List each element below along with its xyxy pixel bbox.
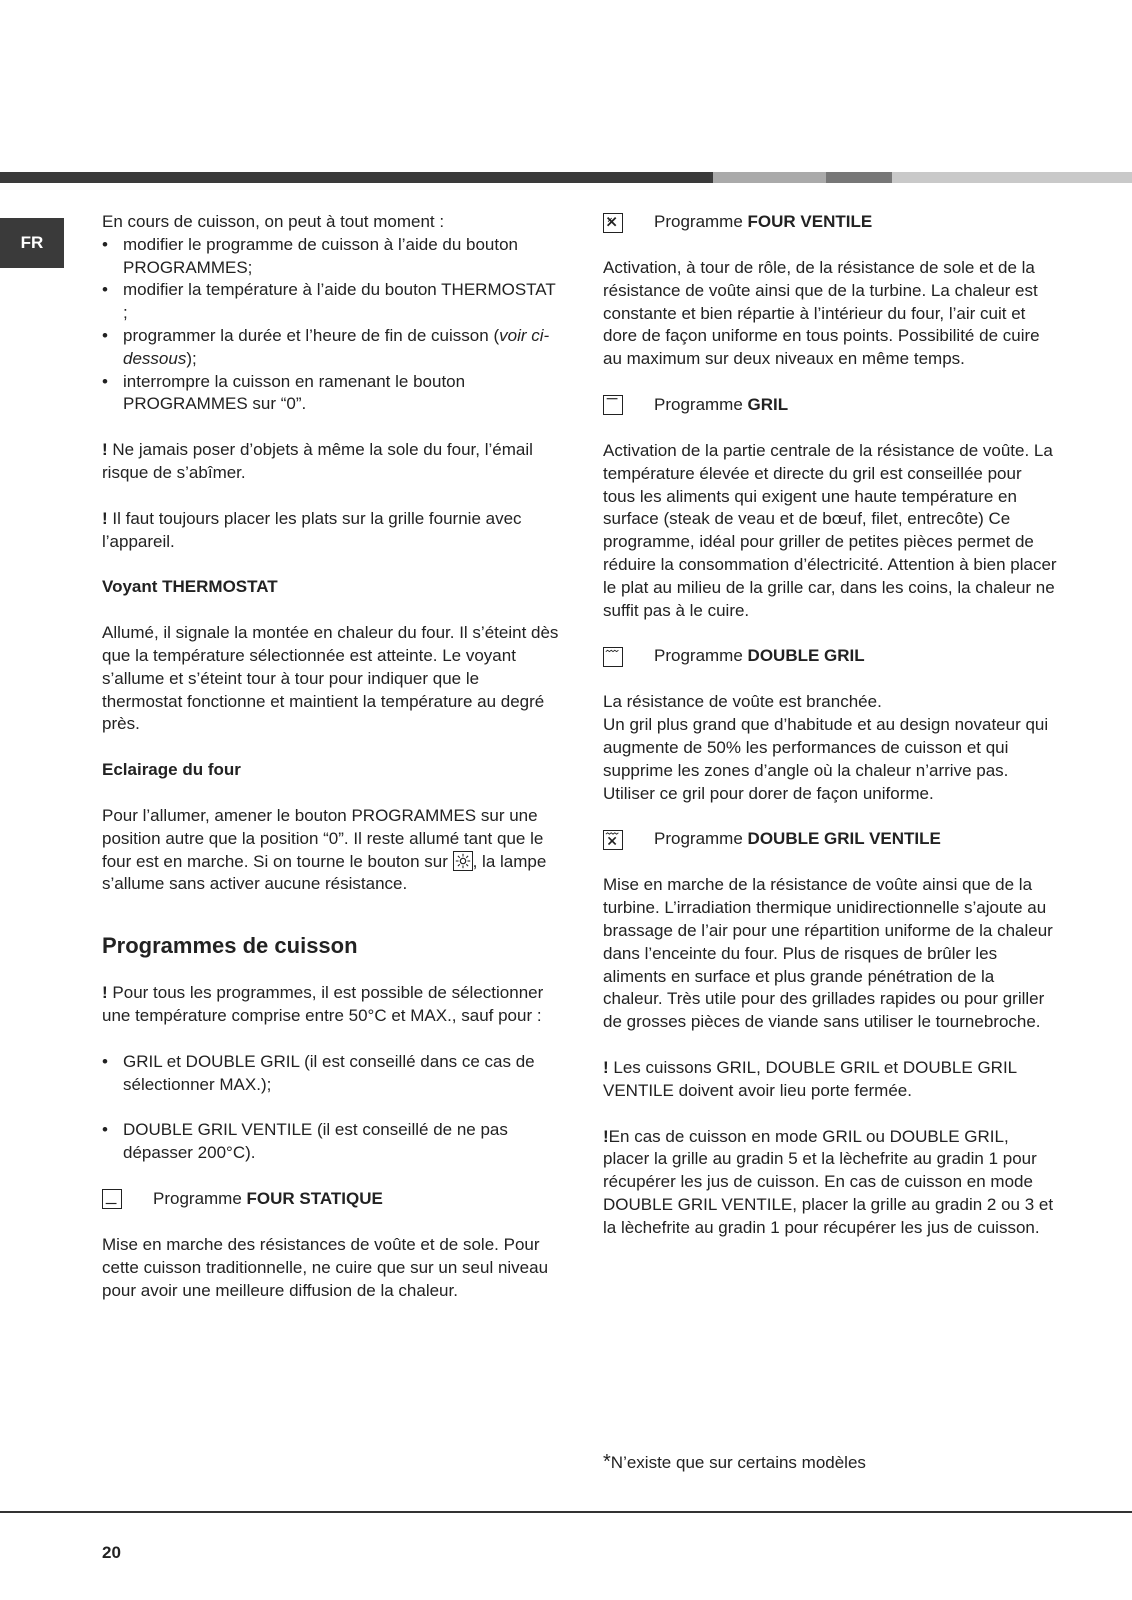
program-description: Activation de la partie centrale de la résistance de voûte. La température élevée et directe du gril est conseillée pour tous les aliments qui exigent une haute température en surface (steak de veau et de bœuf, filet, entrecôte) Ce programme, idéal pour griller de petites pièces permet de réduire la consommation d’électricité. Attention à bien placer le plat au milieu de la grille car, dans les coins, la chaleur ne suffit pas à le cuire. (603, 440, 1057, 620)
list-item-text: programmer la durée et l’heure de fin de cuisson (123, 325, 489, 345)
program-heading-double-gril (603, 645, 1058, 668)
warning-text: Il faut toujours placer les plats sur la grille fournie avec l’appareil. (102, 508, 522, 551)
eclairage-heading: Eclairage du four (102, 760, 241, 780)
header-bar-segment-pale (892, 172, 1132, 183)
eclairage-text (102, 805, 562, 896)
exceptions-list (102, 1119, 562, 1165)
header-bar-segment-dark (0, 172, 713, 183)
voir-open: ( (493, 325, 500, 345)
oven-static-icon (102, 1189, 122, 1209)
program-label: Programme (654, 395, 743, 415)
warning-mark: ! (603, 1057, 609, 1077)
warning-mark: ! (102, 440, 108, 460)
voir-link-text: voir ci-dessous (123, 325, 550, 368)
header-bar-segment-light (713, 172, 826, 183)
program-heading-gril (603, 394, 1058, 417)
list-item: • modifier la température à l’aide du bouton THERMOSTAT ; (102, 279, 562, 325)
note-paragraph (603, 1126, 1058, 1240)
note-text: En cas de cuisson en mode GRIL ou DOUBLE GRIL, placer la grille au gradin 5 et la lèchefrite au gradin 1 pour récupérer les jus de cuisson. En cas de cuisson en mode DOUBLE GRIL VENTILE, placer la grille au gradin 2 ou 3 et la lèchefrite au gradin 1 pour récupérer les jus de cuisson. (603, 1126, 1054, 1237)
eclairage-text-end: , la lampe s’allume sans activer aucune résistance. (102, 851, 547, 894)
oven-fan-icon (603, 213, 623, 233)
voir-close: ); (186, 348, 197, 368)
program-label: Programme (654, 829, 743, 849)
voyant-text: Allumé, il signale la montée en chaleur du four. Il s’éteint dès que la température sélectionnée est atteinte. Le voyant s’allume et s’éteint tour à tour pour indiquer que le thermostat fonctionne et maintient la température au degré près. (102, 623, 559, 734)
program-label: Programme (153, 1189, 242, 1208)
list-item: • modifier le programme de cuisson à l’aide du bouton PROGRAMMES; (102, 234, 562, 280)
program-heading-ventile (603, 211, 1058, 234)
footnote-text: N’existe que sur certains modèles (610, 1453, 866, 1472)
program-heading-double-gril-ventile (603, 828, 1058, 851)
lamp-icon (453, 851, 473, 871)
grill-icon (603, 395, 623, 415)
warning-text: Pour tous les programmes, il est possible de sélectionner une température comprise entre 50°C et MAX., sauf pour : (102, 983, 544, 1025)
page-number: 20 (102, 1543, 121, 1562)
program-description: La résistance de voûte est branchée. (603, 692, 882, 712)
program-label: Programme (654, 212, 743, 232)
warning-paragraph (102, 982, 562, 1028)
warning-mark: ! (603, 1126, 609, 1146)
intro-text: En cours de cuisson, on peut à tout moment : (102, 212, 445, 231)
list-item (102, 325, 562, 371)
header-bar-segment-mid (826, 172, 892, 183)
header-color-bar (0, 172, 1132, 183)
program-name: FOUR VENTILE (747, 212, 873, 232)
program-name: FOUR STATIQUE (246, 1189, 383, 1208)
program-heading-statique (102, 1188, 562, 1211)
warning-paragraph (102, 508, 562, 554)
list-item: • GRIL et DOUBLE GRIL (il est conseillé dans ce cas de sélectionner MAX.); (102, 1051, 562, 1097)
left-column (102, 211, 562, 1302)
note-paragraph (603, 1057, 1058, 1103)
warning-text: Ne jamais poser d’objets à même la sole du four, l’émail risque de s’abîmer. (102, 440, 533, 482)
right-column (603, 211, 1058, 1240)
footnote-mark: * (603, 1451, 611, 1473)
warning-paragraph (102, 439, 562, 485)
language-tab: FR (0, 218, 64, 268)
exceptions-list (102, 1051, 562, 1097)
warning-mark: ! (102, 983, 108, 1003)
list-item: • interrompre la cuisson en ramenant le bouton PROGRAMMES sur “0”. (102, 371, 562, 417)
note-text: Les cuissons GRIL, DOUBLE GRIL et DOUBLE GRIL VENTILE doivent avoir lieu porte fermée. (603, 1057, 1017, 1100)
program-description: Mise en marche de la résistance de voûte ainsi que de la turbine. L’irradiation thermique unidirectionnelle s’ajoute au brassage de l’air pour une répartition uniforme de la chaleur dans l’enceinte du four. Plus de risques de brûler les aliments en surface et plus grande pénétration de la chaleur. Très utile pour des grillades rapides ou pour griller de grosses pièces de viande sans utiliser le tournebroche. (603, 875, 1053, 1032)
program-description: Un gril plus grand que d’habitude et au design novateur qui augmente de 50% les performances de cuisson et qui supprime les zones d’angle où la chaleur n’arrive pas. Utiliser ce gril pour dorer de façon uniforme. (603, 715, 1049, 803)
program-name: DOUBLE GRIL VENTILE (747, 829, 941, 849)
double-grill-icon (603, 647, 623, 667)
program-description: Mise en marche des résistances de voûte et de sole. Pour cette cuisson traditionnelle, ne cuire que sur un seul niveau pour avoir une meilleure diffusion de la chaleur. (102, 1234, 549, 1300)
warning-mark: ! (102, 508, 108, 528)
program-label: Programme (654, 646, 743, 666)
list-item: • DOUBLE GRIL VENTILE (il est conseillé de ne pas dépasser 200°C). (102, 1119, 562, 1165)
section-title: Programmes de cuisson (102, 933, 358, 959)
intro-list (102, 234, 562, 416)
program-name: DOUBLE GRIL (747, 646, 865, 666)
voyant-heading: Voyant THERMOSTAT (102, 577, 278, 597)
program-name: GRIL (747, 395, 789, 415)
eclairage-text-start: Pour l’allumer, amener le bouton PROGRAMMES sur une position autre que la position “0”. Il reste allumé tant que le four est en marche. Si on tourne le bouton sur (102, 805, 544, 871)
double-grill-fan-icon (603, 830, 623, 850)
footnote (603, 1451, 866, 1475)
program-description: Activation, à tour de rôle, de la résistance de sole et de la résistance de voûte ainsi que de la turbine. La chaleur est constante et bien répartie à l’intérieur du four, l’air cuit et dore de façon uniforme en tous points. Possibilité de cuire au maximum sur deux niveaux en même temps. (603, 258, 1040, 369)
footer-rule (0, 1511, 1132, 1513)
